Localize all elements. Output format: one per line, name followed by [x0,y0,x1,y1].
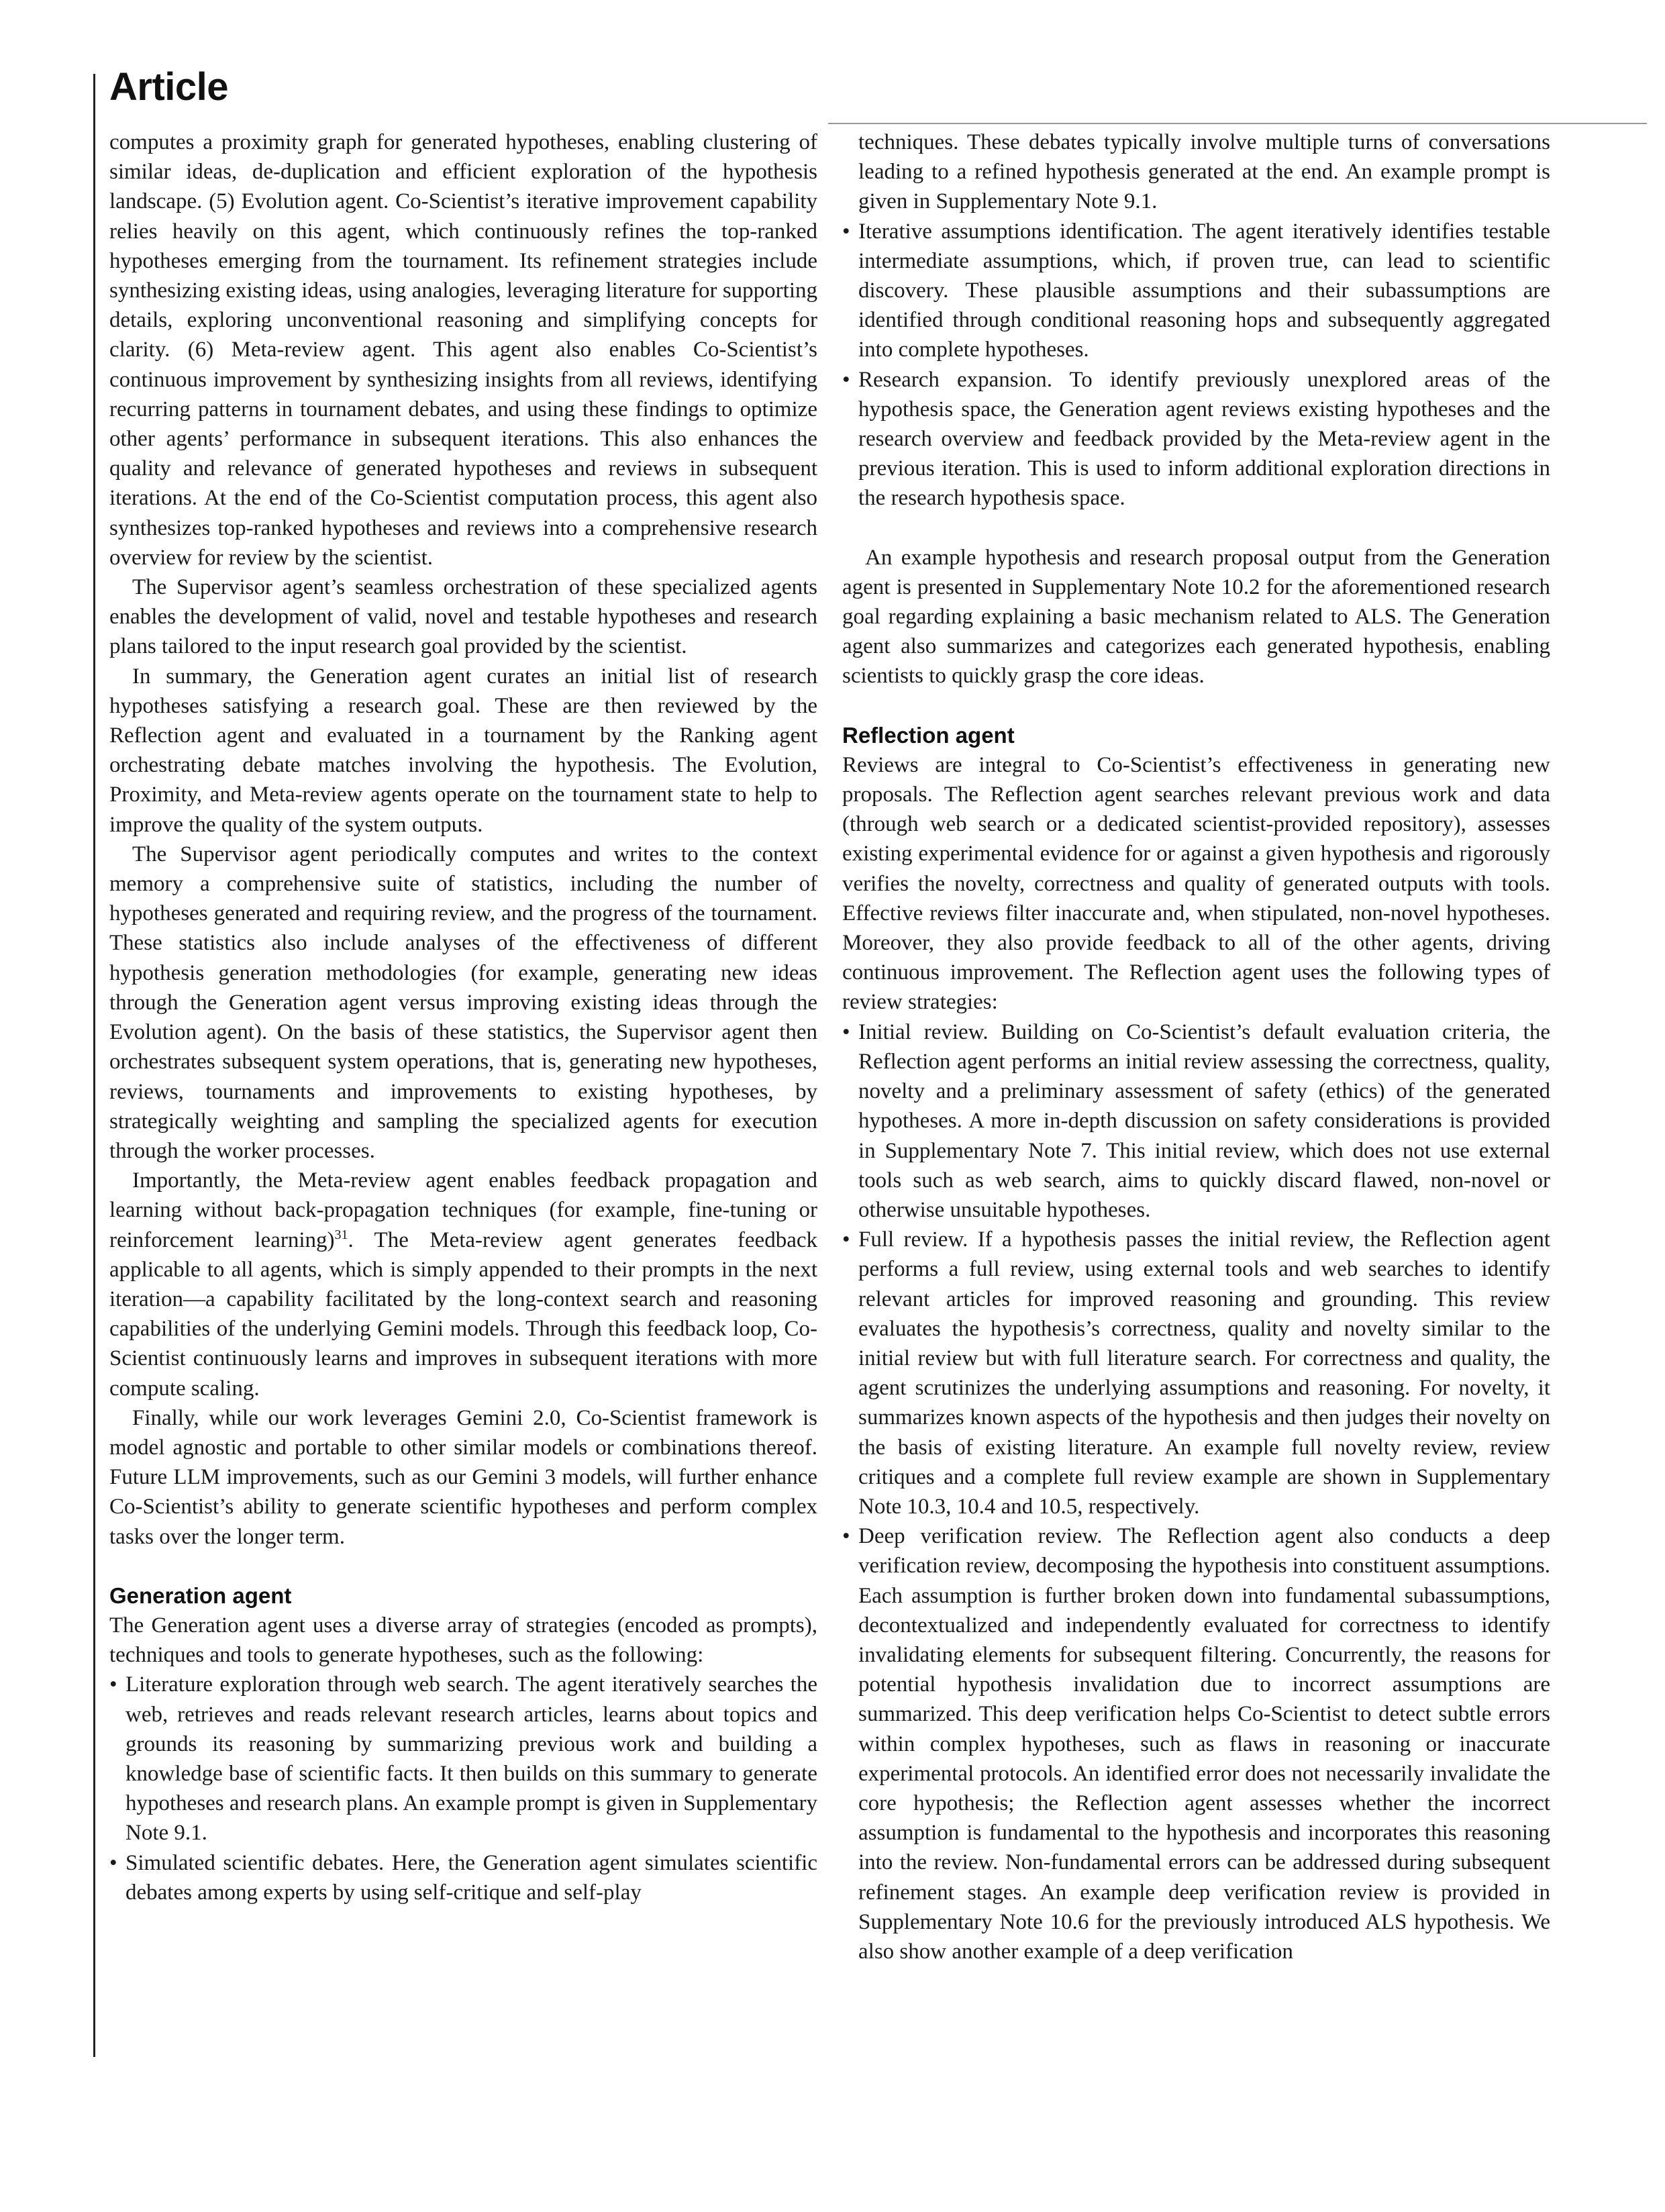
paragraph: In summary, the Generation agent curates an initial list of research hypotheses satisfying a research goal. These are then reviewed by the Reflection agent and evaluated in a tournament by the Ranking agent orchestrating debate matches involving the hypothesis. The Evolution, Proximity, and Meta-review agents operate on the tournament state to help to improve the quality of the system outputs. [109,664,817,837]
paragraph [109,1166,817,1403]
list-item: • Research expansion. To identify previously unexplored areas of the hypothesis space, the Generation agent reviews existing hypotheses and the research overview and feedback provided by the Meta-review agent in the previous iteration. This is used to inform additional exploration directions in the research hypothesis space. [842,365,1550,513]
list-item-continuation: techniques. These debates typically involve multiple turns of conversations leading to a refined hypothesis generated at the end. An example prompt is given in Supplementary Note 9.1. [858,130,1550,214]
paragraph: Reviews are integral to Co-Scientist’s effectiveness in generating new proposals. The Reflection agent searches relevant previous work and data (through web search or a dedicated scientist-provided repository), assesses existing experimental evidence for or against a given hypothesis and rigorously verifies the novelty, correctness and quality of generated outputs with tools. Effective reviews filter inaccurate and, when stipulated, non-novel hypotheses. Moreover, they also provide feedback to all of the other agents, driving continuous improvement. The Reflection agent uses the following types of review strategies: [842,752,1550,1015]
paragraph: The Generation agent uses a diverse array of strategies (encoded as prompts), techniques and tools to generate hypotheses, such as the following: [109,1613,817,1668]
paragraph-text: Importantly, the Meta-review agent enables feedback propagation and learning without back-propagation techniques (for example, fine-tuning or reinforcement learning) [109,1168,817,1252]
list-item: • Full review. If a hypothesis passes the initial review, the Reflection agent performs a full review, using external tools and web searches to identify relevant articles for improved reasoning and grounding. This review evaluates the hypothesis’s correctness, quality and novelty similar to the initial review but with full literature search. For correctness and quality, the agent scrutinizes the underlying assumptions and reasoning. For novelty, it summarizes known aspects of the hypothesis and then judges their novelty on the basis of existing literature. An example full novelty review, review critiques and a complete full review example are shown in Supplementary Note 10.3, 10.4 and 10.5, respectively. [842,1225,1550,1521]
paragraph: computes a proximity graph for generated hypotheses, enabling clustering of similar ideas, de-duplication and efficient exploration of the hypothesis landscape. (5) Evolution agent. Co-Scientist’s iterative improvement capability relies heavily on this agent, which continuously refines the top-ranked hypotheses emerging from the tournament. Its refinement strategies include synthesizing existing ideas, using analogies, leveraging literature for supporting details, exploring unconventional reasoning and simplifying concepts for clarity. (6) Meta-review agent. This agent also enables Co-Scientist’s continuous improvement by synthesizing insights from all reviews, identifying recurring patterns in tournament debates, and using these findings to optimize other agents’ performance in subsequent iterations. This also enhances the quality and relevance of generated hypotheses and reviews in subsequent iterations. At the end of the Co-Scientist computation process, this agent also synthesizes top-ranked hypotheses and reviews into a comprehensive research overview for review by the scientist. [109,130,817,570]
list-item: • Literature exploration through web search. The agent iteratively searches the web, retrieves and reads relevant research articles, learns about topics and grounds its reasoning by summarizing previous work and building a knowledge base of scientific facts. It then builds on this summary to generate hypotheses and research plans. An example prompt is given in Supplementary Note 9.1. [109,1670,817,1848]
list-item: • Simulated scientific debates. Here, the Generation agent simulates scientific debates among experts by using self-critique and self-play [109,1848,817,1907]
list-item: • Iterative assumptions identification. The agent iteratively identifies testable intermediate assumptions, which, if proven true, can lead to scientific discovery. These plausible assumptions and their subassumptions are identified through conditional reasoning hops and subsequently aggregated into complete hypotheses. [842,217,1550,365]
section-header: Article [109,65,229,109]
citation-ref: 31 [334,1227,348,1242]
right-column [842,128,1550,1966]
left-margin-rule [93,74,95,2057]
list-item: • Deep verification review. The Reflection agent also conducts a deep verification review, decomposing the hypothesis into constituent assumptions. Each assumption is further broken down into fundamental subassumptions, decontextualized and independently evaluated for correctness to identify invalidating elements for subsequent filtering. Concurrently, the reasons for potential hypothesis invalidation due to incorrect assumptions are summarized. This deep verification helps Co-Scientist to detect subtle errors within complex hypotheses, such as flaws in reasoning or inaccurate experimental protocols. An identified error does not necessarily invalidate the core hypothesis; the Reflection agent assesses whether the incorrect assumption is fundamental to the hypothesis and incorporates this reasoning into the review. Non-fundamental errors can be addressed during subsequent refinement stages. An example deep verification review is provided in Supplementary Note 10.6 for the previously introduced ALS hypothesis. We also show another example of a deep verification [842,1521,1550,1966]
left-column [109,128,817,1907]
paragraph: Finally, while our work leverages Gemini 2.0, Co-Scientist framework is model agnostic and portable to other similar models or combinations thereof. Future LLM improvements, such as our Gemini 3 models, will further enhance Co-Scientist’s ability to generate scientific hypotheses and perform complex tasks over the longer term. [109,1405,817,1549]
bullet-list [109,1670,817,1907]
section-heading-reflection: Reflection agent [842,722,1015,748]
paragraph-text: . The Meta-review agent generates feedback applicable to all agents, which is simply appended to their prompts in the next iteration—a capability facilitated by the long-context search and reasoning capabilities of the underlying Gemini models. Through this feedback loop, Co-Scientist continuously learns and improves in subsequent iterations with more compute scaling. [109,1227,817,1401]
paragraph: The Supervisor agent’s seamless orchestration of these specialized agents enables the development of valid, novel and testable hypotheses and research plans tailored to the input research goal provided by the scientist. [109,575,817,659]
paragraph: An example hypothesis and research proposal output from the Generation agent is presented in Supplementary Note 10.2 for the aforementioned research goal regarding explaining a basic mechanism related to ALS. The Generation agent also summarizes and categorizes each generated hypothesis, enabling scientists to quickly grasp the core ideas. [842,545,1550,689]
header-rule [828,123,1647,124]
bullet-list [842,1017,1550,1967]
list-item: • Initial review. Building on Co-Scientist’s default evaluation criteria, the Reflection agent performs an initial review assessing the correctness, quality, novelty and a preliminary assessment of safety (ethics) of the generated hypotheses. A more in-depth discussion on safety considerations is provided in Supplementary Note 7. This initial review, which does not use external tools such as web search, aims to quickly discard flawed, non-novel or otherwise unsuitable hypotheses. [842,1017,1550,1225]
section-heading-generation: Generation agent [109,1582,292,1608]
bullet-list [842,217,1550,513]
paragraph: The Supervisor agent periodically computes and writes to the context memory a comprehensive suite of statistics, including the number of hypotheses generated and requiring review, and the progress of the tournament. These statistics also include analyses of the effectiveness of different hypothesis generation methodologies (for example, generating new ideas through the Generation agent versus improving existing ideas through the Evolution agent). On the basis of these statistics, the Supervisor agent then orchestrates subsequent system operations, that is, generating new hypotheses, reviews, tournaments and improvements to existing hypotheses, by strategically weighting and sampling the specialized agents for execution through the worker processes. [109,842,817,1163]
